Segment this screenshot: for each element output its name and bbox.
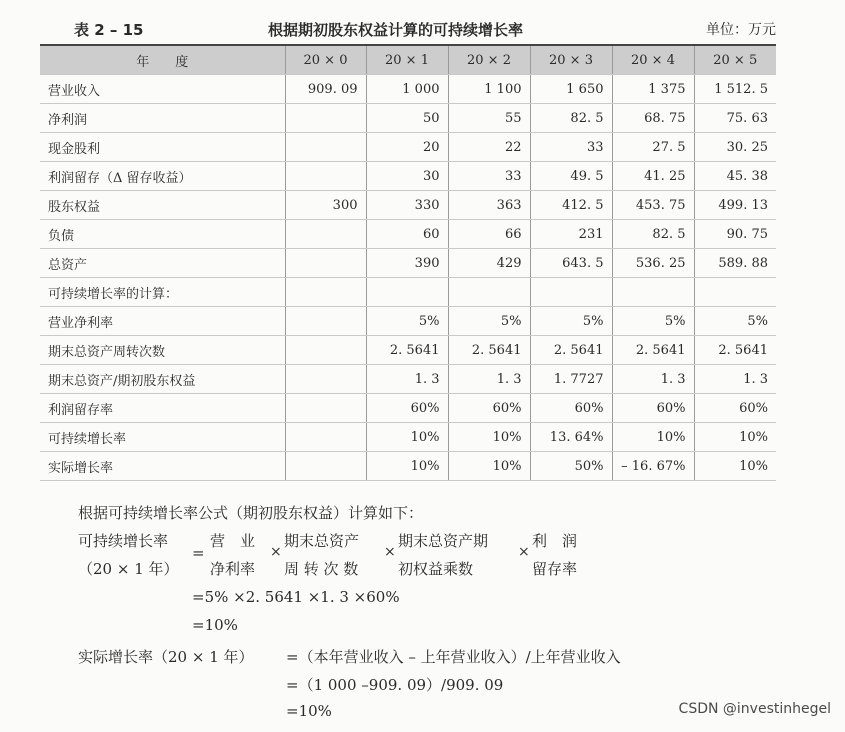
table-cell: 643. 5 xyxy=(530,249,612,278)
table-cell: 2. 5641 xyxy=(366,336,448,365)
table-cell xyxy=(285,452,366,481)
formula-lhs-line2: （20 × 1 年） xyxy=(78,560,179,578)
table-cell: 363 xyxy=(448,191,530,220)
times-sign: × xyxy=(384,544,396,560)
term-multiplier-top: 期末总资产期 xyxy=(398,532,489,550)
table-cell xyxy=(448,278,530,307)
table-cell: 90. 75 xyxy=(694,220,776,249)
table-cell: 10% xyxy=(612,423,694,452)
row-label: 负债 xyxy=(40,220,285,249)
column-header: 20 × 3 xyxy=(530,45,612,75)
table-cell: 82. 5 xyxy=(530,104,612,133)
table-cell: 33 xyxy=(448,162,530,191)
table-cell xyxy=(285,365,366,394)
formula-intro: 根据可持续增长率公式（期初股东权益）计算如下： xyxy=(78,504,424,522)
table-cell: 60 xyxy=(366,220,448,249)
table-cell: 1 375 xyxy=(612,75,694,104)
column-header: 20 × 0 xyxy=(285,45,366,75)
table-cell: 536. 25 xyxy=(612,249,694,278)
table-cell: 412. 5 xyxy=(530,191,612,220)
table-cell: 10% xyxy=(694,423,776,452)
table-cell: 453. 75 xyxy=(612,191,694,220)
times-sign: × xyxy=(270,544,282,560)
table-cell xyxy=(285,307,366,336)
times-sign: × xyxy=(518,544,530,560)
table-row xyxy=(40,394,776,423)
table-cell: 50% xyxy=(530,452,612,481)
table-row xyxy=(40,162,776,191)
table-cell: 1 650 xyxy=(530,75,612,104)
actual-calc-line-3: =10% xyxy=(286,702,332,720)
table-cell: 2. 5641 xyxy=(694,336,776,365)
table-cell: 60% xyxy=(366,394,448,423)
row-label: 现金股利 xyxy=(40,133,285,162)
table-cell: 30 xyxy=(366,162,448,191)
table-cell: 27. 5 xyxy=(612,133,694,162)
table-cell: 231 xyxy=(530,220,612,249)
table-cell xyxy=(694,278,776,307)
term-turnover-bottom: 周 转 次 数 xyxy=(284,560,359,578)
table-row xyxy=(40,133,776,162)
table-cell: 1 000 xyxy=(366,75,448,104)
table-cell: 330 xyxy=(366,191,448,220)
table-cell: 10% xyxy=(694,452,776,481)
row-label: 期末总资产/期初股东权益 xyxy=(40,365,285,394)
row-label: 股东权益 xyxy=(40,191,285,220)
table-cell: 50 xyxy=(366,104,448,133)
table-cell: 45. 38 xyxy=(694,162,776,191)
row-label: 实际增长率 xyxy=(40,452,285,481)
table-cell: 60% xyxy=(612,394,694,423)
table-cell: 1. 7727 xyxy=(530,365,612,394)
row-label: 利润留存率 xyxy=(40,394,285,423)
table-row xyxy=(40,278,776,307)
table-cell: 10% xyxy=(366,452,448,481)
table-row xyxy=(40,452,776,481)
table-cell: 55 xyxy=(448,104,530,133)
growth-rate-table xyxy=(40,44,776,481)
table-cell: 75. 63 xyxy=(694,104,776,133)
table-cell: 10% xyxy=(448,452,530,481)
table-cell: 2. 5641 xyxy=(612,336,694,365)
table-cell xyxy=(530,278,612,307)
watermark: CSDN @investinhegel xyxy=(678,701,831,717)
table-cell: 5% xyxy=(448,307,530,336)
table-cell: 49. 5 xyxy=(530,162,612,191)
table-cell: 20 xyxy=(366,133,448,162)
row-label: 期末总资产周转次数 xyxy=(40,336,285,365)
table-cell: – 16. 67% xyxy=(612,452,694,481)
table-number: 表 2 – 15 xyxy=(74,21,144,39)
term-multiplier-bottom: 初权益乘数 xyxy=(398,560,474,578)
table-cell: 1. 3 xyxy=(366,365,448,394)
table-cell: 33 xyxy=(530,133,612,162)
row-label: 净利润 xyxy=(40,104,285,133)
table-cell xyxy=(285,133,366,162)
table-cell xyxy=(285,220,366,249)
actual-calc-line-2: =（1 000 –909. 09）/909. 09 xyxy=(286,676,504,694)
column-header: 20 × 4 xyxy=(612,45,694,75)
table-header xyxy=(0,0,845,44)
term-turnover-top: 期末总资产 xyxy=(284,532,360,550)
table-row xyxy=(40,307,776,336)
table-cell: 2. 5641 xyxy=(448,336,530,365)
table-cell xyxy=(285,278,366,307)
table-cell xyxy=(285,249,366,278)
table-cell: 5% xyxy=(530,307,612,336)
row-label: 营业净利率 xyxy=(40,307,285,336)
table-cell: 22 xyxy=(448,133,530,162)
table-cell: 10% xyxy=(448,423,530,452)
term-retention-top: 利 润 xyxy=(532,532,578,550)
row-label: 可持续增长率的计算： xyxy=(40,278,285,307)
table-cell: 499. 13 xyxy=(694,191,776,220)
table-cell: 5% xyxy=(694,307,776,336)
actual-growth-label: 实际增长率（20 × 1 年） xyxy=(78,648,254,666)
term-net-margin-bottom: 净利率 xyxy=(210,560,256,578)
table-cell xyxy=(285,336,366,365)
table-cell xyxy=(612,278,694,307)
table-cell: 5% xyxy=(612,307,694,336)
column-header: 20 × 5 xyxy=(694,45,776,75)
formula-section xyxy=(78,496,778,726)
table-cell: 589. 88 xyxy=(694,249,776,278)
table-row xyxy=(40,220,776,249)
table-cell: 5% xyxy=(366,307,448,336)
term-retention-bottom: 留存率 xyxy=(532,560,578,578)
table-row xyxy=(40,423,776,452)
table-unit: 单位：万元 xyxy=(706,22,776,38)
table-cell: 909. 09 xyxy=(285,75,366,104)
table-row xyxy=(40,365,776,394)
table-cell: 68. 75 xyxy=(612,104,694,133)
table-cell: 60% xyxy=(530,394,612,423)
table-cell: 1. 3 xyxy=(448,365,530,394)
table-cell: 300 xyxy=(285,191,366,220)
actual-calc-line-1: =（本年营业收入 – 上年营业收入）/上年营业收入 xyxy=(286,648,621,666)
table-cell: 429 xyxy=(448,249,530,278)
table-cell: 1. 3 xyxy=(694,365,776,394)
table-cell: 60% xyxy=(694,394,776,423)
column-header: 20 × 2 xyxy=(448,45,530,75)
table-cell: 30. 25 xyxy=(694,133,776,162)
table-row xyxy=(40,75,776,104)
table-cell: 390 xyxy=(366,249,448,278)
table-row xyxy=(40,191,776,220)
calc-line-2: =10% xyxy=(192,616,238,634)
row-label: 总资产 xyxy=(40,249,285,278)
table-cell: 2. 5641 xyxy=(530,336,612,365)
table-cell: 1 100 xyxy=(448,75,530,104)
table-row xyxy=(40,336,776,365)
table-cell: 41. 25 xyxy=(612,162,694,191)
table-cell: 60% xyxy=(448,394,530,423)
table-header-row xyxy=(40,45,776,75)
table-cell: 1. 3 xyxy=(612,365,694,394)
table-cell xyxy=(366,278,448,307)
table-cell: 82. 5 xyxy=(612,220,694,249)
row-label: 可持续增长率 xyxy=(40,423,285,452)
table-cell xyxy=(285,104,366,133)
row-label: 利润留存（Δ 留存收益） xyxy=(40,162,285,191)
table-cell: 13. 64% xyxy=(530,423,612,452)
table-cell: 1 512. 5 xyxy=(694,75,776,104)
equals-sign: = xyxy=(192,544,205,562)
table-cell: 10% xyxy=(366,423,448,452)
table-cell xyxy=(285,394,366,423)
table-title: 根据期初股东权益计算的可持续增长率 xyxy=(268,21,524,39)
row-label: 营业收入 xyxy=(40,75,285,104)
table-row xyxy=(40,249,776,278)
table-row xyxy=(40,104,776,133)
table-cell xyxy=(285,162,366,191)
formula-lhs-line1: 可持续增长率 xyxy=(78,532,169,550)
table-cell: 66 xyxy=(448,220,530,249)
term-net-margin-top: 营 业 xyxy=(210,532,256,550)
calc-line-1: =5% ×2. 5641 ×1. 3 ×60% xyxy=(192,588,400,606)
column-header: 年 度 xyxy=(40,45,285,75)
column-header: 20 × 1 xyxy=(366,45,448,75)
table-cell xyxy=(285,423,366,452)
